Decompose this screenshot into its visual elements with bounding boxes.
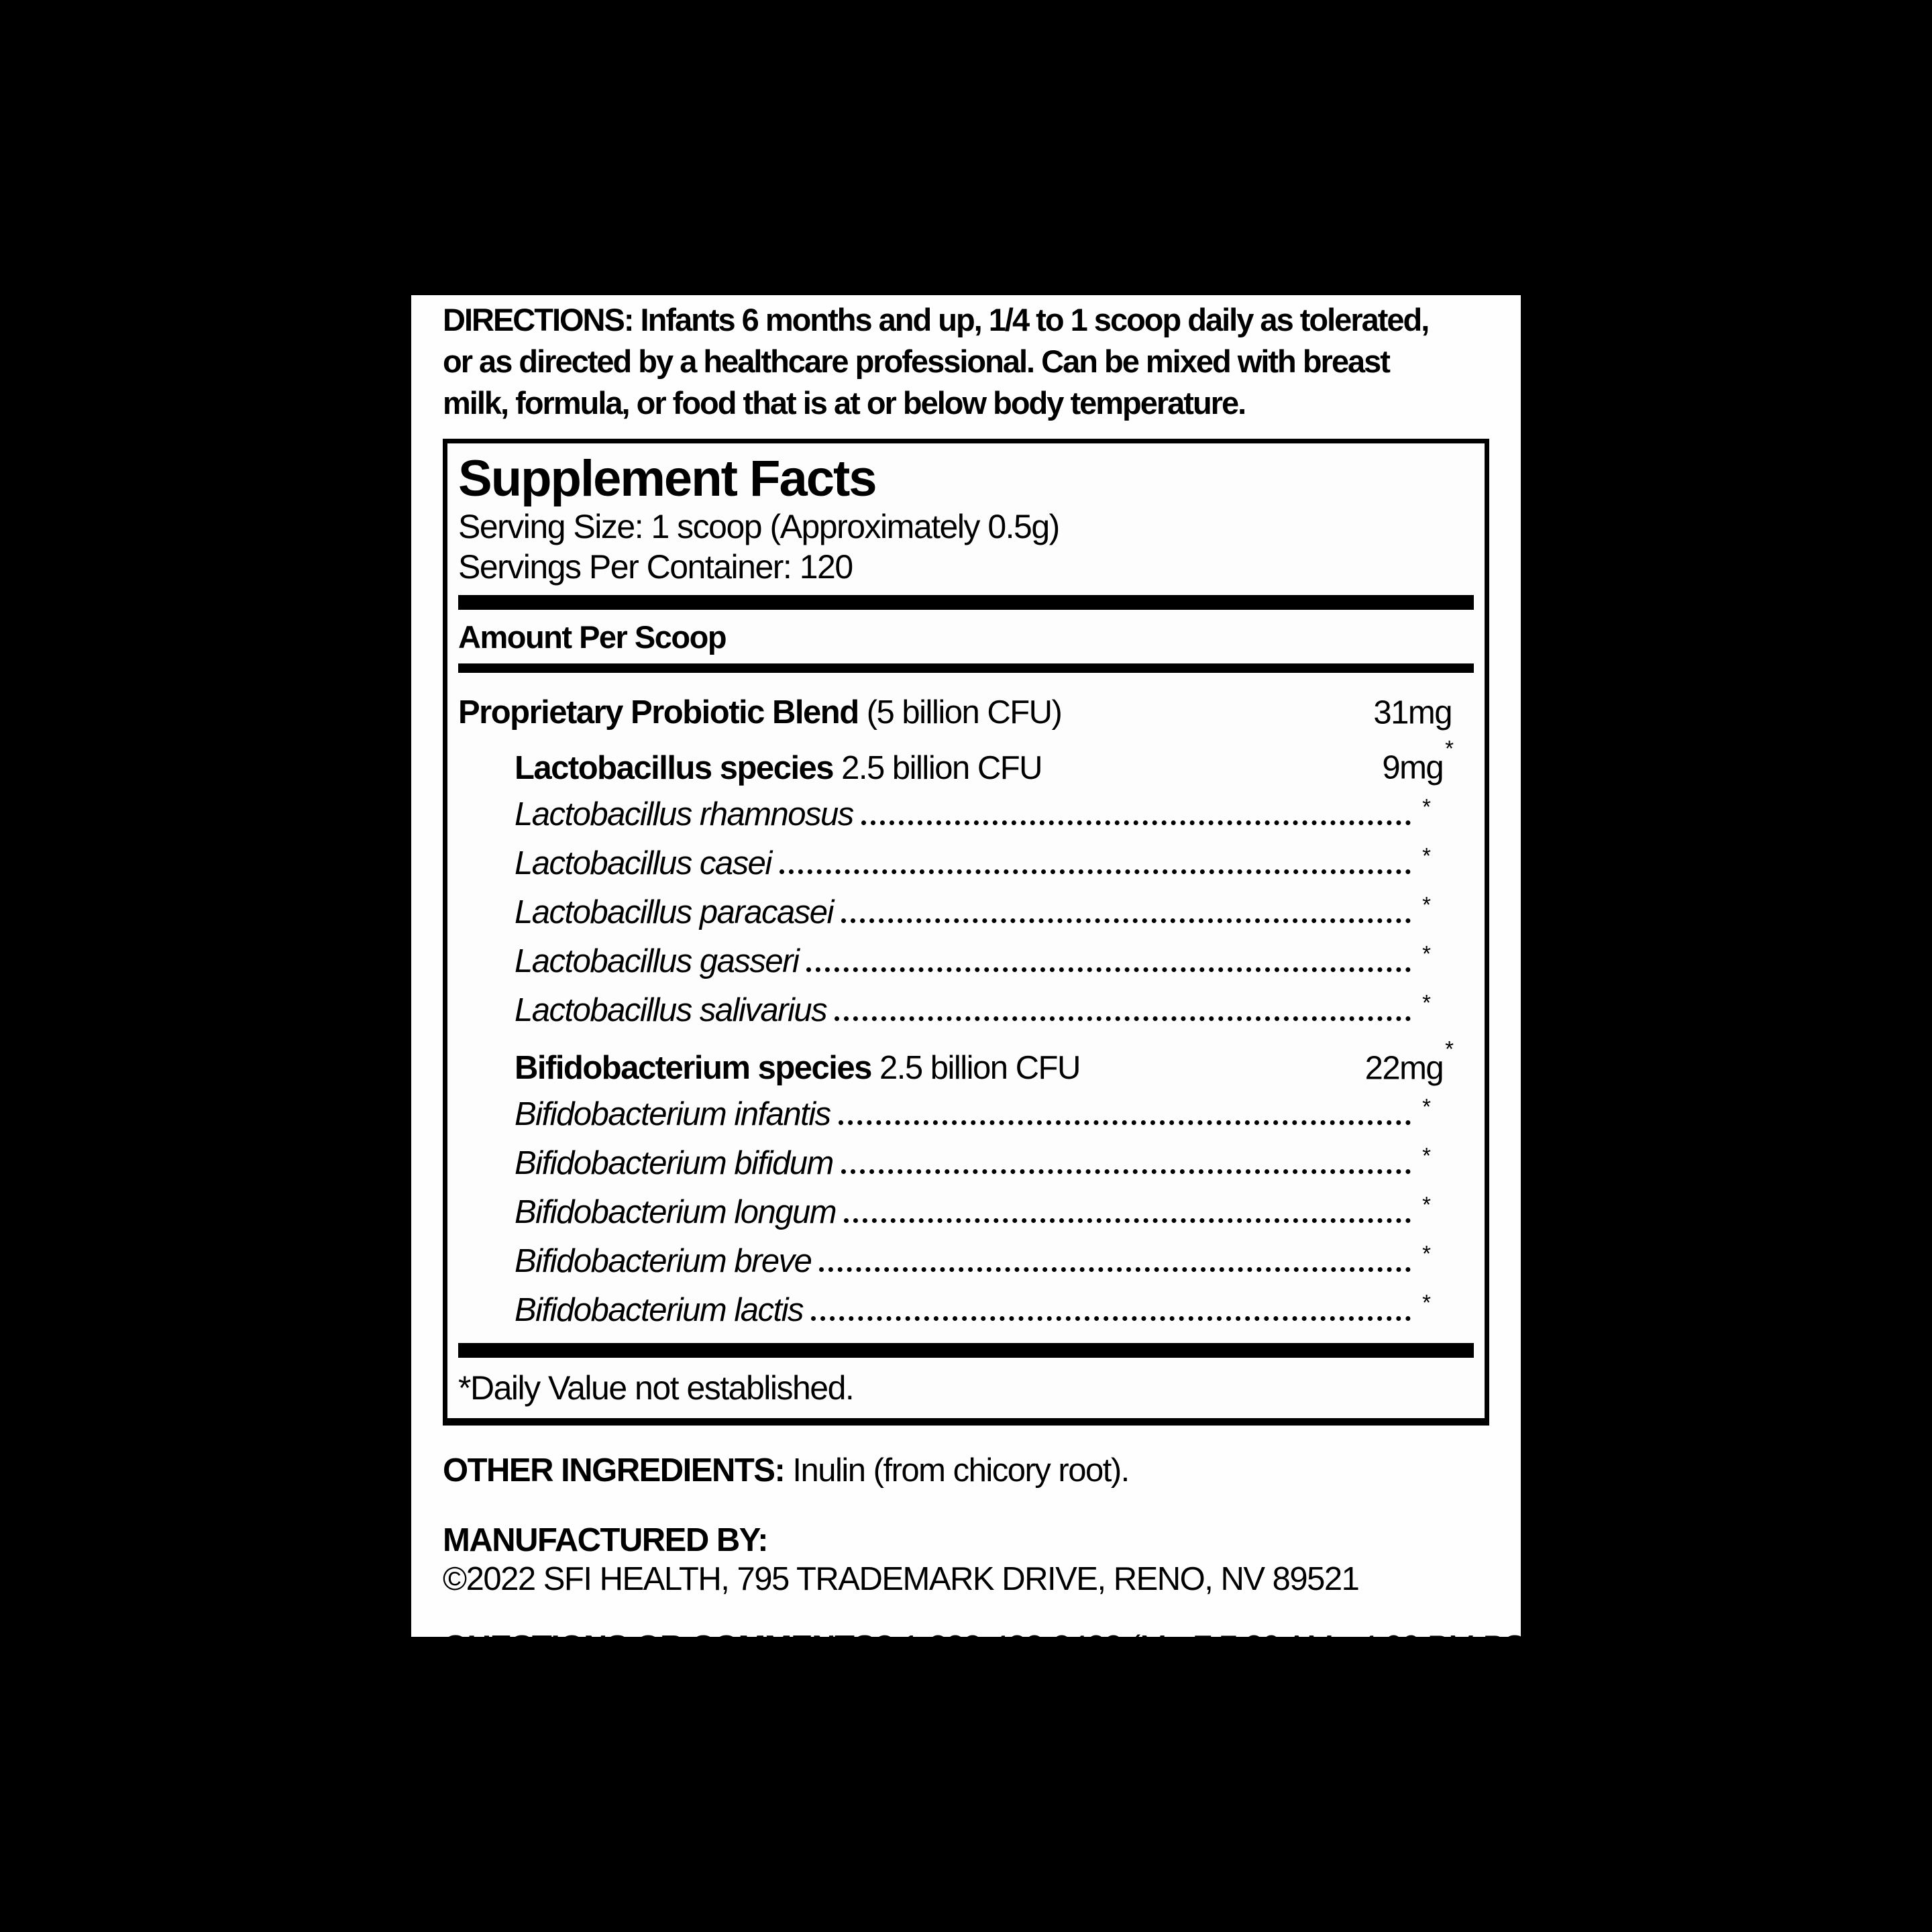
dotted-leader	[844, 1218, 1411, 1223]
directions-text	[443, 299, 1521, 424]
table-row	[458, 792, 1474, 841]
daily-value-asterisk: *	[1422, 989, 1431, 1015]
serving-size: Serving Size: 1 scoop (Approximately 0.5g)	[458, 508, 1059, 545]
ingredient-name: Bifidobacterium lactis	[515, 1291, 803, 1328]
amount-value: 31mg	[1373, 694, 1452, 731]
divider-bar	[458, 595, 1474, 610]
table-row	[458, 1140, 1474, 1189]
daily-value-asterisk: *	[1445, 1036, 1454, 1061]
daily-value-asterisk: *	[1422, 892, 1431, 917]
table-row	[458, 1091, 1474, 1140]
daily-value-asterisk: *	[1422, 1191, 1431, 1217]
ingredient-name: Lactobacillus casei	[515, 845, 771, 881]
daily-value-asterisk: *	[1422, 1289, 1431, 1315]
ingredient-name: Bifidobacterium species 2.5 billion CFU	[515, 1049, 1080, 1086]
ingredient-name: Bifidobacterium longum	[515, 1193, 837, 1230]
table-row	[458, 736, 1474, 791]
daily-value-footnote: *Daily Value not established.	[458, 1368, 854, 1407]
table-row	[458, 1036, 1474, 1091]
directions-line: milk, formula, or food that is at or below body temperature.	[443, 385, 1246, 421]
manufactured-by-label: MANUFACTURED BY:	[443, 1521, 768, 1558]
daily-value-asterisk: *	[1422, 1240, 1431, 1266]
other-ingredients	[443, 1451, 1521, 1490]
table-row	[458, 1238, 1474, 1287]
table-row	[458, 681, 1474, 736]
manufacturer-address: ©2022 SFI HEALTH, 795 TRADEMARK DRIVE, RENO, NV 89521	[443, 1560, 1359, 1597]
questions-or-comments	[443, 1628, 1554, 1667]
divider-bar	[458, 663, 1474, 673]
ingredient-name: Lactobacillus paracasei	[515, 894, 833, 930]
supplement-label	[411, 295, 1554, 1772]
ingredient-name: Lactobacillus gasseri	[515, 943, 799, 979]
table-row	[458, 890, 1474, 938]
directions-line: DIRECTIONS: Infants 6 months and up, 1/4 to 1 scoop daily as tolerated,	[443, 302, 1429, 337]
daily-value-asterisk: *	[1422, 843, 1431, 868]
dotted-leader	[811, 1316, 1411, 1321]
table-row	[458, 987, 1474, 1036]
storage-line: KEEP REFRIGERATED.	[443, 1735, 786, 1772]
ingredient-name: Proprietary Probiotic Blend (5 billion CFU)	[458, 694, 1062, 731]
ingredient-name: Bifidobacterium infantis	[515, 1095, 830, 1132]
questions-phone: 1-888-488-2488 (M - F 7:30 AM - 4:00 PM PST)	[894, 1629, 1554, 1666]
other-ingredients-text: Inulin (from chicory root).	[784, 1452, 1129, 1489]
daily-value-asterisk: *	[1422, 941, 1431, 966]
ingredient-name: Bifidobacterium breve	[515, 1242, 812, 1279]
table-row	[458, 938, 1474, 987]
daily-value-asterisk: *	[1445, 736, 1454, 761]
dotted-leader	[835, 1016, 1411, 1021]
storage-line	[443, 1695, 1521, 1734]
ingredient-name: Lactobacillus species 2.5 billion CFU	[515, 749, 1042, 786]
supplement-facts-panel	[443, 439, 1489, 1426]
ingredient-name: Lactobacillus rhamnosus	[515, 796, 853, 833]
directions-line: or as directed by a healthcare professional. Can be mixed with breast	[443, 343, 1389, 379]
daily-value-asterisk: *	[1422, 1142, 1431, 1168]
divider-bar	[458, 1343, 1474, 1358]
ingredient-table	[458, 681, 1474, 1336]
amount-per-scoop-header: Amount Per Scoop	[458, 619, 727, 655]
other-ingredients-label: OTHER INGREDIENTS:	[443, 1452, 785, 1489]
servings-per-container: Servings Per Container: 120	[458, 548, 853, 586]
table-row	[458, 1287, 1474, 1336]
dotted-leader	[819, 1267, 1411, 1272]
storage-info	[443, 1695, 1521, 1773]
storage-text: DO NOT USE IF SHRINKWRAP IS BROKEN OR MISSING.	[607, 1696, 1447, 1733]
storage-label: STORAGE:	[443, 1696, 608, 1733]
amount-value: 9mg*	[1382, 736, 1454, 786]
manufactured-by	[443, 1521, 1521, 1599]
daily-value-asterisk: *	[1422, 1093, 1431, 1119]
dotted-leader	[861, 820, 1411, 825]
amount-value: 22mg*	[1364, 1036, 1454, 1086]
supplement-facts-title: Supplement Facts	[458, 450, 876, 507]
dotted-leader	[780, 869, 1411, 874]
ingredient-name: Lactobacillus salivarius	[515, 991, 827, 1028]
table-row	[458, 841, 1474, 890]
dotted-leader	[806, 967, 1411, 972]
dotted-leader	[841, 918, 1411, 923]
questions-label: QUESTIONS OR COMMENTS?	[443, 1629, 894, 1666]
dotted-leader	[841, 1169, 1411, 1174]
dotted-leader	[839, 1120, 1411, 1125]
table-row	[458, 1189, 1474, 1238]
ingredient-name: Bifidobacterium bifidum	[515, 1144, 833, 1181]
daily-value-asterisk: *	[1422, 794, 1431, 819]
